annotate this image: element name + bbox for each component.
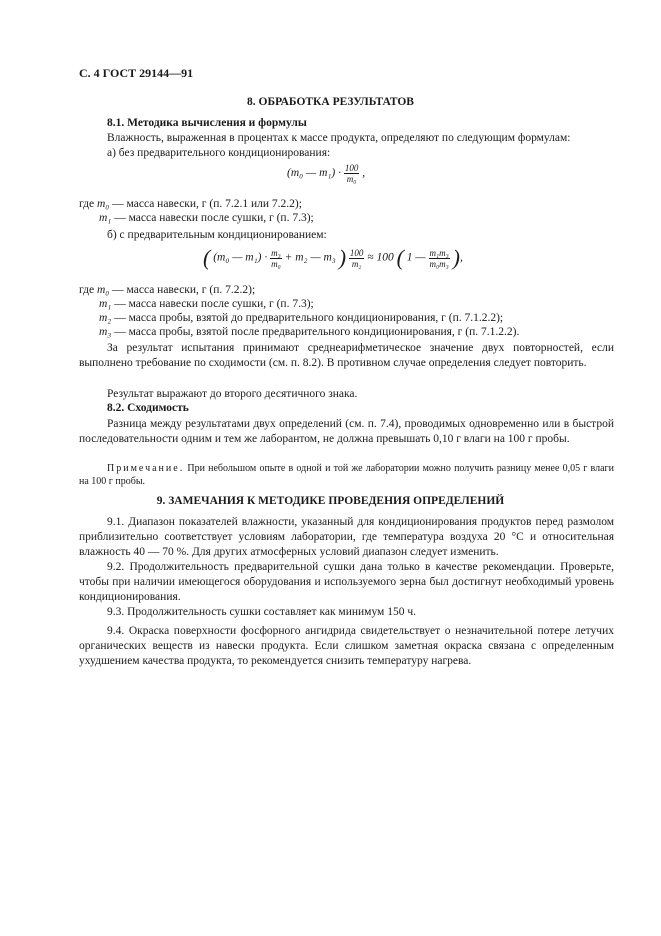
section-9-title: 9. ЗАМЕЧАНИЯ К МЕТОДИКЕ ПРОВЕДЕНИЯ ОПРЕДЕЛЕНИЙ xyxy=(156,495,505,507)
convergence-paragraph xyxy=(79,417,614,447)
fraction-denominator: m₂ xyxy=(351,258,362,269)
note-text: При небольшом опыте в одной и той же лаборатории можно получить разницу менее 0,05 г влаги на 100 г пробы. xyxy=(79,463,614,487)
where-text: — масса пробы, взятой до предварительного кондиционирования, г (п. 7.1.2.2); xyxy=(111,312,504,324)
fraction-numerator: m₃ xyxy=(271,247,281,258)
fraction-numerator: m₁m₃ xyxy=(429,247,449,258)
formula-2-fraction-2 xyxy=(349,248,365,269)
formula-2-open-paren-2: ( xyxy=(396,245,404,270)
formula-1-numerator: 100 xyxy=(344,163,359,173)
where-a-0 xyxy=(79,197,302,211)
formula-2-tail: , xyxy=(459,251,463,264)
where-prefix: где xyxy=(79,284,95,296)
where-symbol: m₁ xyxy=(99,298,112,310)
note-label: Примечание. xyxy=(107,463,185,474)
intro-text: Влажность, выраженная в процентах к массе продукта, определяют по следующим формулам: xyxy=(107,132,571,144)
item-b: б) с предварительным кондиционированием: xyxy=(107,229,327,241)
paragraph-9-1 xyxy=(79,515,614,560)
where-symbol: m₃ xyxy=(99,326,112,338)
where-symbol: m₀ xyxy=(96,284,110,296)
section-8-title: 8. ОБРАБОТКА РЕЗУЛЬТАТОВ xyxy=(247,96,414,108)
where-text: — масса пробы, взятой после предварительного кондиционирования, г (п. 7.1.2.2). xyxy=(111,326,520,338)
result-paragraph xyxy=(79,341,614,371)
formula-1-fraction xyxy=(344,163,360,184)
fraction-denominator: m₀ xyxy=(271,258,281,269)
where-a-1 xyxy=(99,211,314,225)
paragraph-9-3-text: 9.3. Продолжительность сушки составляет как минимум 150 ч. xyxy=(107,606,416,618)
paragraph-9-4-text: 9.4. Окраска поверхности фосфорного ангидрида свидетельствует о незначительной потере летучих органических веществ из навески продукта. Если слишком заметная окраска связана с определенным ухудшением качества продукта, то рекомендуется снизить температуру нагрева. xyxy=(79,625,614,667)
fraction-numerator: 100 xyxy=(349,247,364,258)
formula-2-fraction-1 xyxy=(270,248,282,269)
formula-1-part: (m₀ — m₁) · xyxy=(287,167,341,180)
formula-2-part-1: (m₀ — m₁) · xyxy=(213,251,268,264)
formula-1-denominator: m₀ xyxy=(346,174,357,184)
where-prefix: где xyxy=(79,198,95,210)
where-text: — масса навески, г (п. 7.2.1 или 7.2.2); xyxy=(109,198,302,210)
where-b-1 xyxy=(99,297,314,311)
where-text: — масса навески, г (п. 7.2.2); xyxy=(109,284,256,296)
subsection-8-1-title: 8.1. Методика вычисления и формулы xyxy=(107,117,307,129)
paragraph-9-3 xyxy=(79,605,614,620)
where-b-0 xyxy=(79,283,255,297)
fraction-denominator: m₀m₃ xyxy=(429,258,449,269)
where-b-2 xyxy=(99,311,503,325)
result-paragraph-text: За результат испытания принимают среднеарифметическое значение двух повторностей, если выполнено требование по сходимости (см. п. 8.2). В противном случае определения следует повторить. xyxy=(79,342,614,369)
where-symbol: m₁ xyxy=(99,212,112,224)
where-text: — масса навески после сушки, г (п. 7.3); xyxy=(111,298,314,310)
where-text: — масса навески после сушки, г (п. 7.3); xyxy=(111,212,314,224)
paragraph-9-2-text: 9.2. Продолжительность предварительной сушки дана только в качестве рекомендации. Проверьте, чтобы при наличии имеющегося оборудования и используемого зерна был достигнут необходимый уровень кондиционирования. xyxy=(79,561,614,603)
where-b-3 xyxy=(99,325,519,339)
paragraph-9-1-text: 9.1. Диапазон показателей влажности, указанный для кондиционирования продуктов перед размолом приблизительно соответствует условиям лаборатории, где температура воздуха 20 °С и относительная влажность 40 — 70 %. Для других атмосферных условий диапазон следует изменить. xyxy=(79,516,614,558)
convergence-text: Разница между результатами двух определений (см. п. 7.4), проводимых одновременно или в быстрой последовательности одним и тем же лаборантом, не должна превышать 0,10 г влаги на 100 г пробы. xyxy=(79,418,614,445)
note xyxy=(79,462,614,488)
subsection-8-2-title: 8.2. Сходимость xyxy=(107,402,189,414)
formula-2-close-paren: ) xyxy=(338,245,347,270)
formula-2-equals: ≈ 100 xyxy=(367,251,394,264)
page-header: С. 4 ГОСТ 29144—91 xyxy=(79,66,194,80)
paragraph-9-2 xyxy=(79,560,614,605)
result-precision: Результат выражают до второго десятичного знака. xyxy=(107,388,358,400)
formula-2-open-paren: ( xyxy=(203,245,211,270)
formula-2-fraction-3 xyxy=(429,248,450,269)
formula-2-part-2: + m₂ — m₃ xyxy=(284,251,336,264)
paragraph-9-4 xyxy=(79,624,614,669)
formula-2 xyxy=(203,245,463,271)
formula-1-tail: , xyxy=(362,167,366,180)
formula-1 xyxy=(287,163,365,184)
where-symbol: m₀ xyxy=(96,198,110,210)
where-symbol: m₂ xyxy=(99,312,112,324)
formula-2-close-paren-2: ) xyxy=(452,245,460,270)
item-a: а) без предварительного кондиционирования: xyxy=(107,147,331,159)
formula-2-part-3: 1 — xyxy=(406,251,426,264)
